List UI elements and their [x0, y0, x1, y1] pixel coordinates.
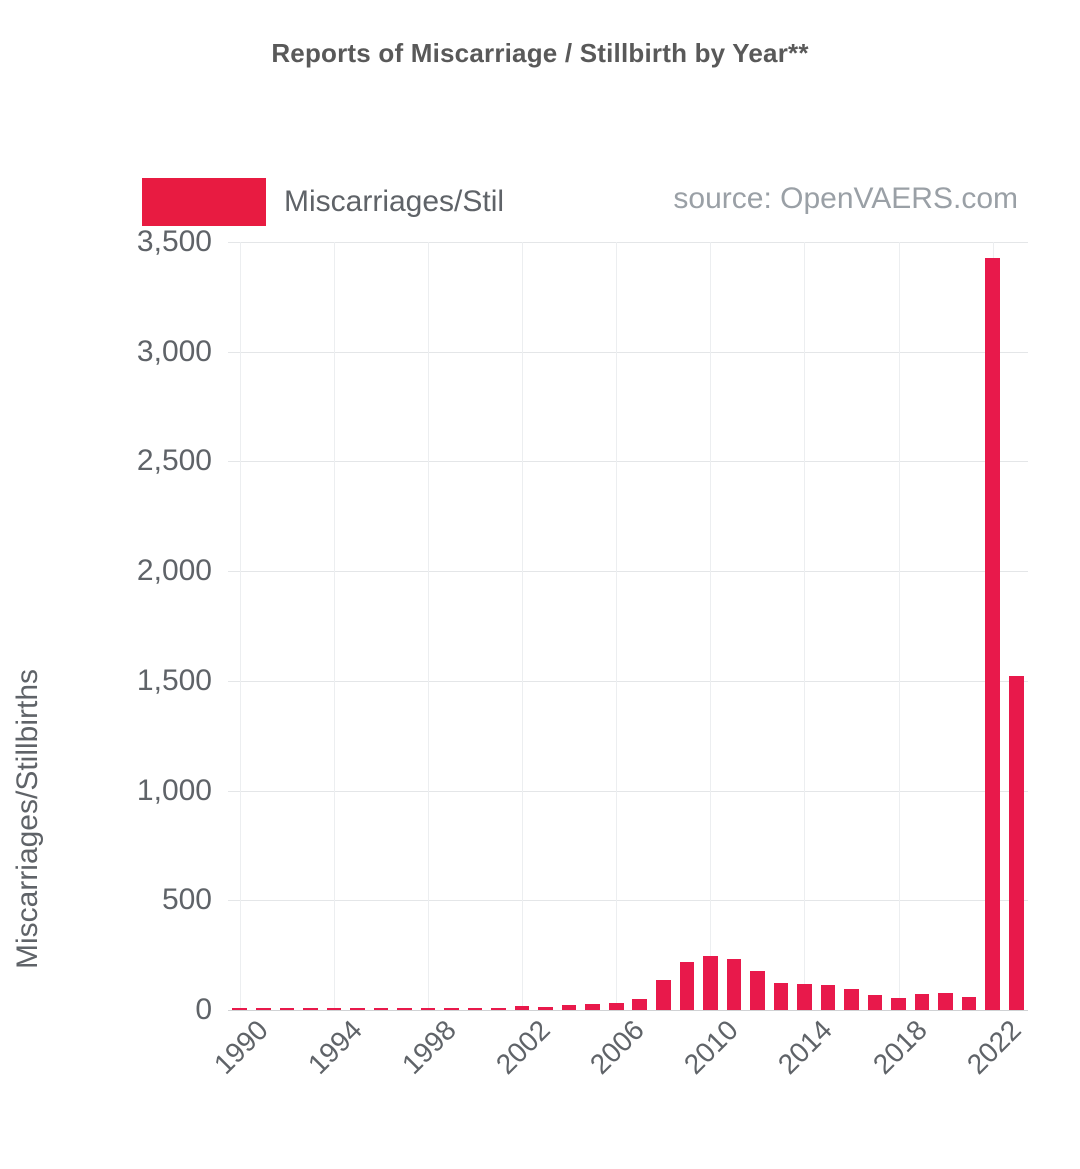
bar: [891, 998, 906, 1010]
bar: [444, 1008, 459, 1010]
bar: [538, 1007, 553, 1011]
gridline: [228, 900, 1028, 901]
bar: [915, 994, 930, 1010]
bar: [327, 1008, 342, 1010]
y-axis-label: 500: [161, 883, 212, 917]
bar: [280, 1008, 295, 1010]
bar: [844, 989, 859, 1010]
x-axis-label: 2014: [772, 1014, 839, 1080]
x-axis-label: 2018: [866, 1014, 933, 1080]
x-axis-label: 2022: [960, 1014, 1027, 1080]
gridline: [228, 791, 1028, 792]
y-axis-ticks: [0, 225, 212, 1026]
x-axis-ticks: [207, 1014, 1028, 1134]
bar: [397, 1008, 412, 1010]
bar: [585, 1004, 600, 1010]
page-title: Reports of Miscarriage / Stillbirth by Year**: [271, 38, 809, 68]
bar: [632, 999, 647, 1010]
bar: [374, 1008, 389, 1010]
y-axis-label: 3,500: [136, 225, 212, 258]
x-axis-label: 1998: [395, 1014, 462, 1080]
x-axis-label: 1994: [301, 1014, 368, 1080]
bar: [727, 959, 742, 1010]
bar: [256, 1008, 271, 1010]
bar: [797, 984, 812, 1010]
gridline: [228, 1010, 1028, 1011]
bar: [656, 980, 671, 1010]
legend-label-miscarriages: Miscarriages/Stil: [284, 185, 505, 218]
vertical-gridline: [334, 242, 335, 1010]
bar: [868, 995, 883, 1010]
x-axis-label: 2006: [584, 1014, 651, 1080]
bar: [750, 971, 765, 1010]
y-axis-label: 1,000: [136, 773, 212, 807]
bar: [515, 1006, 530, 1010]
bar: [1009, 676, 1024, 1010]
x-axis-label: 2010: [678, 1014, 745, 1080]
bar: [938, 993, 953, 1010]
bar: [232, 1008, 247, 1010]
legend-swatch-miscarriages: [142, 178, 266, 226]
x-axis-label: 1990: [207, 1014, 274, 1080]
y-axis-title: Miscarriages/Stillbirths: [11, 668, 44, 970]
bar: [821, 985, 836, 1010]
y-axis-label: 2,000: [136, 554, 212, 588]
bar: [703, 956, 718, 1010]
gridline: [228, 681, 1028, 682]
bar: [774, 983, 789, 1010]
y-axis-label: 2,500: [136, 444, 212, 478]
bar: [985, 258, 1000, 1010]
gridline: [228, 571, 1028, 572]
plot-area: [228, 242, 1028, 1010]
bar: [303, 1008, 318, 1010]
x-axis-label: 2002: [490, 1014, 557, 1080]
y-axis-label: 0: [195, 993, 212, 1026]
vertical-gridline: [804, 242, 805, 1010]
gridline: [228, 461, 1028, 462]
vertical-gridline: [899, 242, 900, 1010]
vertical-gridline: [522, 242, 523, 1010]
bar: [468, 1008, 483, 1010]
bar: [421, 1008, 436, 1010]
bar: [562, 1005, 577, 1010]
vertical-gridline: [616, 242, 617, 1010]
vertical-gridline: [428, 242, 429, 1010]
y-axis-label: 1,500: [136, 663, 212, 697]
chart-legend: [142, 178, 504, 226]
bar: [609, 1003, 624, 1010]
bar: [962, 997, 977, 1010]
source-note: source: OpenVAERS.com: [673, 182, 1018, 215]
gridline: [228, 352, 1028, 353]
bar: [680, 962, 695, 1010]
bar: [491, 1008, 506, 1010]
gridline: [228, 242, 1028, 243]
vertical-gridline: [710, 242, 711, 1010]
vertical-gridline: [240, 242, 241, 1010]
y-axis-label: 3,000: [136, 334, 212, 368]
bar: [350, 1008, 365, 1010]
